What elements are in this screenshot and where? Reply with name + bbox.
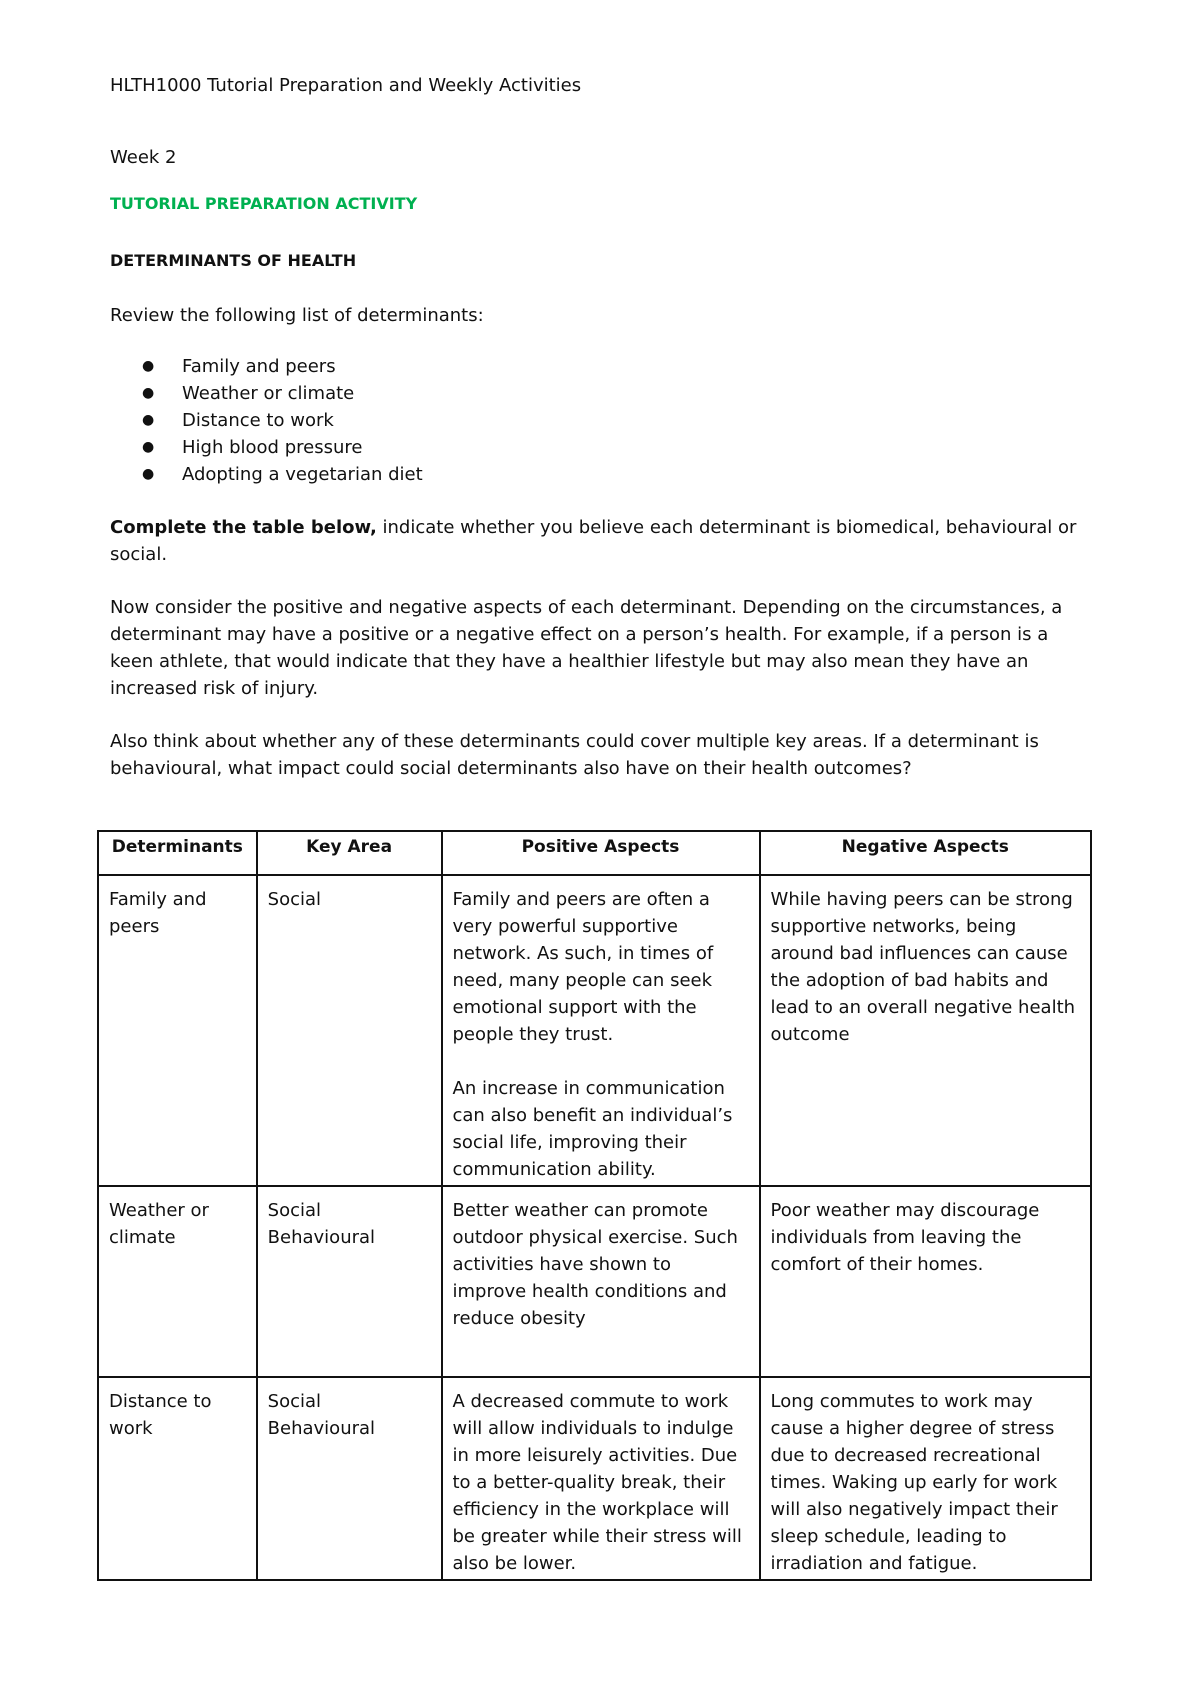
cell-negative: While having peers can be strong supportive networks, being around bad influences can cause the adoption of bad habits and lead to an overall negative health outcome [760, 875, 1091, 1186]
section-heading: DETERMINANTS OF HEALTH [110, 251, 357, 270]
table-row [98, 1377, 1091, 1580]
header-determinants: Determinants [98, 831, 257, 875]
list-item-label: High blood pressure [182, 437, 363, 458]
list-item [142, 407, 1095, 434]
key-area-line: Social [267, 1200, 322, 1221]
cell-negative: Long commutes to work may cause a higher degree of stress due to decreased recreational times. Waking up early for work will also negatively impact their sleep schedule, leading to irradiation and fatigue. [760, 1377, 1091, 1580]
cell-key-area [257, 1377, 442, 1580]
determinants-table [97, 830, 1092, 1581]
cell-key-area: Social [257, 875, 442, 1186]
list-item-label: Adopting a vegetarian diet [182, 464, 423, 485]
cell-determinant: Weather or climate [98, 1186, 257, 1377]
cell-determinant: Distance to work [98, 1377, 257, 1580]
key-area-line: Behavioural [267, 1418, 376, 1439]
list-item-label: Distance to work [182, 410, 334, 431]
intro-text: Review the following list of determinants: [110, 305, 484, 326]
key-area-line: Behavioural [267, 1227, 376, 1248]
list-item-label: Family and peers [182, 356, 336, 377]
cell-determinant: Family and peers [98, 875, 257, 1186]
cell-positive: Better weather can promote outdoor physical exercise. Such activities have shown to improve health conditions and reduce obesity [442, 1186, 760, 1377]
document-header: HLTH1000 Tutorial Preparation and Weekly Activities [110, 75, 582, 96]
determinants-list [110, 353, 1095, 488]
consider-paragraph: Now consider the positive and negative aspects of each determinant. Depending on the circumstances, a determinant may have a positive or a negative effect on a person’s health. For example, if a person is a keen athlete, that would indicate that they have a healthier lifestyle but may also mean they have an increased risk of injury. [110, 597, 1063, 699]
tutorial-prep-heading: TUTORIAL PREPARATION ACTIVITY [110, 194, 418, 213]
list-item [142, 380, 1095, 407]
also-think-paragraph: Also think about whether any of these determinants could cover multiple key areas. If a determinant is behavioural, what impact could social determinants also have on their health outcomes? [110, 731, 1039, 779]
instructions-bold-lead: Complete the table below, [110, 517, 377, 538]
bullet-icon: ● [142, 412, 155, 428]
instructions-rest: indicate whether you believe each determinant is biomedical, behavioural or social. [110, 517, 1077, 565]
list-item [142, 353, 1095, 380]
list-item [142, 434, 1095, 461]
bullet-icon: ● [142, 358, 155, 374]
header-positive-aspects: Positive Aspects [442, 831, 760, 875]
key-area-line: Social [267, 1391, 322, 1412]
document-page [110, 72, 1095, 782]
positive-text: Family and peers are often a very powerful supportive network. As such, in times of need, many people can seek emotional support with the people they trust. [452, 889, 714, 1045]
table-header-row [98, 831, 1091, 875]
instructions-paragraph [110, 514, 1095, 568]
table-row [98, 875, 1091, 1186]
bullet-icon: ● [142, 466, 155, 482]
bullet-icon: ● [142, 439, 155, 455]
list-item-label: Weather or climate [182, 383, 355, 404]
positive-text: An increase in communication can also benefit an individual’s social life, improving their communication ability. [452, 1078, 733, 1180]
cell-positive: A decreased commute to work will allow individuals to indulge in more leisurely activities. Due to a better-quality break, their efficiency in the workplace will be greater while their stress will also be lower. [442, 1377, 760, 1580]
cell-positive [442, 875, 760, 1186]
header-negative-aspects: Negative Aspects [760, 831, 1091, 875]
cell-negative: Poor weather may discourage individuals from leaving the comfort of their homes. [760, 1186, 1091, 1377]
week-label: Week 2 [110, 147, 177, 168]
cell-key-area [257, 1186, 442, 1377]
table-row [98, 1186, 1091, 1377]
bullet-icon: ● [142, 385, 155, 401]
header-key-area: Key Area [257, 831, 442, 875]
list-item [142, 461, 1095, 488]
